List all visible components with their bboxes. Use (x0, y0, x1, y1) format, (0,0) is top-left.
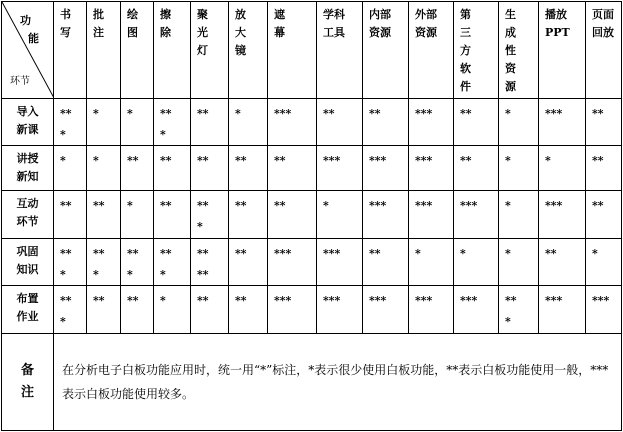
rating-value: *** (415, 154, 433, 167)
row-header-line: 讲授 (16, 152, 39, 165)
rating-value: ** (592, 107, 604, 120)
column-header (229, 2, 268, 99)
rating-cell (87, 191, 121, 239)
column-header-line: 软 (460, 62, 471, 75)
rating-value: *** (592, 294, 610, 307)
rating-cell (54, 146, 87, 191)
corner-bottom-label: 环节 (10, 76, 30, 87)
rating-value: ** (197, 199, 209, 212)
rating-value: ** (460, 154, 472, 167)
rating-value: ** (127, 154, 139, 167)
rating-cell (87, 239, 121, 286)
rating-value: ** (160, 107, 172, 120)
rating-cell (154, 99, 191, 146)
column-header-line: 工具 (323, 26, 345, 39)
rating-cell (268, 286, 317, 334)
rating-cell (121, 239, 154, 286)
rating-value: *** (274, 247, 292, 260)
rating-value: * (235, 107, 241, 120)
rating-value: * (160, 294, 166, 307)
rating-value: ** (197, 247, 209, 260)
rating-value: * (127, 107, 133, 120)
rating-value: *** (369, 294, 387, 307)
rating-value: ** (160, 154, 172, 167)
column-header (317, 2, 363, 99)
rating-cell (191, 239, 229, 286)
column-header-line: 资源 (369, 26, 391, 39)
rating-cell (317, 99, 363, 146)
column-header-line: 遮 (274, 8, 285, 21)
column-header (87, 2, 121, 99)
rating-value: ** (369, 247, 381, 260)
rating-value: *** (369, 199, 387, 212)
rating-value: ** (160, 247, 172, 260)
rating-value: ** (93, 294, 105, 307)
row-header (2, 286, 54, 334)
rating-cell (191, 146, 229, 191)
column-header-line: 资源 (415, 26, 437, 39)
table-row (2, 239, 622, 286)
rating-value: * (592, 247, 598, 260)
rating-value: ** (274, 154, 286, 167)
rating-value: * (93, 107, 99, 120)
rating-value: * (505, 154, 511, 167)
column-header-line: 绘 (127, 8, 138, 21)
rating-value: *** (415, 107, 433, 120)
rating-cell (317, 146, 363, 191)
rating-cell (586, 286, 622, 334)
rating-cell (54, 239, 87, 286)
row-header-line: 互动 (16, 197, 39, 210)
column-header-line: 写 (60, 26, 71, 39)
rating-cell (586, 239, 622, 286)
rating-cell (499, 99, 539, 146)
rating-cell (268, 146, 317, 191)
column-header-line: 灯 (197, 44, 208, 57)
row-header-line: 作业 (16, 310, 39, 323)
rating-value: *** (460, 199, 478, 212)
rating-value: * (505, 247, 511, 260)
column-header-line: 三 (460, 26, 471, 39)
column-header (268, 2, 317, 99)
row-header-line: 巩固 (16, 245, 39, 258)
rating-value: ** (235, 294, 247, 307)
rating-cell (229, 99, 268, 146)
rating-value: ** (160, 199, 172, 212)
rating-value: ** (460, 107, 472, 120)
rating-value: *** (545, 199, 563, 212)
column-header-line: 件 (460, 80, 471, 93)
rating-value: * (160, 268, 166, 281)
column-header-line: PPT (545, 26, 570, 39)
rating-cell (229, 146, 268, 191)
rating-cell (54, 99, 87, 146)
rating-cell (87, 99, 121, 146)
rating-value: * (505, 107, 511, 120)
column-header-line: 学科 (323, 8, 345, 21)
rating-value: *** (274, 107, 292, 120)
rating-cell (121, 99, 154, 146)
column-header-line: 页面 (592, 8, 614, 21)
rating-value: ** (592, 154, 604, 167)
column-header-line: 批 (93, 8, 104, 21)
column-header-line: 幕 (274, 26, 285, 39)
rating-cell (154, 146, 191, 191)
column-header (154, 2, 191, 99)
table-row (2, 146, 622, 191)
column-header-line: 源 (505, 80, 516, 93)
rating-cell (499, 146, 539, 191)
column-header-line: 资 (505, 62, 516, 75)
rating-cell (363, 191, 409, 239)
rating-cell (317, 191, 363, 239)
rating-cell (121, 191, 154, 239)
column-header-line: 镜 (235, 44, 246, 57)
rating-value: ** (93, 199, 105, 212)
column-header-line: 图 (127, 26, 138, 39)
column-header-line: 擦 (160, 8, 171, 21)
rating-cell (154, 286, 191, 334)
rating-cell (539, 146, 586, 191)
note-label (2, 334, 54, 431)
rating-value: * (127, 268, 133, 281)
rating-value: * (93, 154, 99, 167)
rating-value: ** (235, 154, 247, 167)
rating-cell (317, 286, 363, 334)
column-header-line: 方 (460, 44, 471, 57)
rating-value: * (160, 128, 166, 141)
rating-value: ** (592, 199, 604, 212)
rating-value: ** (60, 247, 72, 260)
column-header (54, 2, 87, 99)
column-header-line: 放 (235, 8, 246, 21)
column-header-line: 外部 (415, 8, 437, 21)
rating-cell (229, 239, 268, 286)
header-row (2, 2, 622, 99)
rating-value: ** (197, 268, 209, 281)
rating-cell (586, 99, 622, 146)
rating-value: ** (93, 247, 105, 260)
rating-value: *** (415, 199, 433, 212)
rating-value: ** (197, 294, 209, 307)
rating-value: * (505, 199, 511, 212)
row-header-line: 知识 (16, 263, 39, 276)
rating-value: *** (460, 294, 478, 307)
rating-cell (454, 146, 499, 191)
note-row (2, 334, 622, 431)
rating-cell (87, 286, 121, 334)
rating-cell (191, 191, 229, 239)
rating-value: ** (545, 247, 557, 260)
rating-cell (363, 146, 409, 191)
column-header-line: 大 (235, 26, 246, 39)
column-header (539, 2, 586, 99)
rating-value: ** (60, 107, 72, 120)
note-label-line: 注 (20, 385, 34, 400)
rating-value: * (93, 268, 99, 281)
rating-value: ** (369, 107, 381, 120)
column-header-line: 聚 (197, 8, 208, 21)
note-label-line: 备 (20, 363, 34, 378)
rating-cell (454, 99, 499, 146)
rating-cell (363, 286, 409, 334)
column-header (363, 2, 409, 99)
column-header-line: 成 (505, 26, 516, 39)
rating-value: *** (274, 294, 292, 307)
column-header-line: 注 (93, 26, 104, 39)
rating-cell (121, 286, 154, 334)
rating-value: * (60, 315, 66, 328)
rating-cell (499, 286, 539, 334)
rating-value: * (460, 247, 466, 260)
rating-cell (229, 191, 268, 239)
rating-value: * (60, 154, 66, 167)
rating-cell (454, 191, 499, 239)
rating-value: ** (60, 199, 72, 212)
column-header (121, 2, 154, 99)
column-header-line: 性 (505, 44, 516, 57)
rating-value: * (415, 247, 421, 260)
rating-value: ** (197, 107, 209, 120)
column-header-line: 书 (60, 8, 71, 21)
rating-cell (268, 99, 317, 146)
column-header (586, 2, 622, 99)
row-header (2, 239, 54, 286)
table-row (2, 286, 622, 334)
rating-cell (586, 191, 622, 239)
column-header (454, 2, 499, 99)
rating-cell (154, 191, 191, 239)
rating-value: ** (323, 107, 335, 120)
rating-value: * (127, 199, 133, 212)
row-header-line: 环节 (16, 215, 39, 228)
rating-value: ** (235, 199, 247, 212)
column-header-line: 光 (197, 26, 208, 39)
column-header-line: 内部 (369, 8, 391, 21)
rating-value: * (197, 220, 203, 233)
rating-value: ** (127, 294, 139, 307)
rating-value: * (323, 199, 329, 212)
rating-cell (54, 191, 87, 239)
rating-cell (409, 191, 454, 239)
rating-cell (539, 99, 586, 146)
rating-value: *** (369, 154, 387, 167)
column-header (409, 2, 454, 99)
whiteboard-usage-table (1, 1, 622, 431)
rating-value: *** (323, 247, 341, 260)
rating-cell (499, 191, 539, 239)
rating-cell (268, 191, 317, 239)
rating-cell (409, 99, 454, 146)
rating-cell (229, 286, 268, 334)
rating-value: * (60, 268, 66, 281)
rating-value: *** (545, 107, 563, 120)
rating-cell (317, 239, 363, 286)
column-header-line: 生 (505, 8, 516, 21)
rating-cell (454, 239, 499, 286)
row-header (2, 99, 54, 146)
rating-cell (539, 286, 586, 334)
rating-value: ** (60, 294, 72, 307)
rating-value: * (60, 128, 66, 141)
corner-cell (2, 2, 54, 99)
rating-value: *** (545, 294, 563, 307)
rating-value: *** (323, 154, 341, 167)
rating-value: *** (323, 294, 341, 307)
column-header-line: 播放 (545, 8, 567, 21)
row-header-line: 布置 (16, 292, 39, 305)
rating-cell (87, 146, 121, 191)
rating-cell (268, 239, 317, 286)
rating-value: ** (505, 294, 517, 307)
rating-cell (409, 286, 454, 334)
note-text: 在分析电子白板功能应用时，统一用“*”标注，*表示很少使用白板功能，**表示白板功能使用一般，***表示白板功能使用较多。 (54, 334, 622, 431)
table-row (2, 99, 622, 146)
rating-cell (121, 146, 154, 191)
column-header (191, 2, 229, 99)
row-header-line: 导入 (16, 105, 39, 118)
rating-cell (54, 286, 87, 334)
rating-cell (586, 146, 622, 191)
rating-value: ** (197, 154, 209, 167)
column-header-line: 除 (160, 26, 171, 39)
column-header (499, 2, 539, 99)
column-header-line: 回放 (592, 26, 614, 39)
rating-cell (363, 239, 409, 286)
rating-cell (409, 239, 454, 286)
rating-cell (191, 286, 229, 334)
rating-cell (454, 286, 499, 334)
rating-cell (363, 99, 409, 146)
rating-cell (409, 146, 454, 191)
rating-value: *** (415, 294, 433, 307)
rating-value: ** (274, 199, 286, 212)
rating-cell (539, 239, 586, 286)
rating-value: * (505, 315, 511, 328)
corner-top-label: 功 能 (20, 14, 39, 45)
rating-value: ** (235, 247, 247, 260)
rating-value: ** (127, 247, 139, 260)
table-row (2, 191, 622, 239)
row-header-line: 新知 (16, 170, 39, 183)
rating-cell (154, 239, 191, 286)
rating-cell (191, 99, 229, 146)
column-header-line: 第 (460, 8, 471, 21)
rating-cell (499, 239, 539, 286)
row-header (2, 146, 54, 191)
row-header (2, 191, 54, 239)
rating-value: * (545, 154, 551, 167)
rating-cell (539, 191, 586, 239)
row-header-line: 新课 (16, 123, 39, 136)
